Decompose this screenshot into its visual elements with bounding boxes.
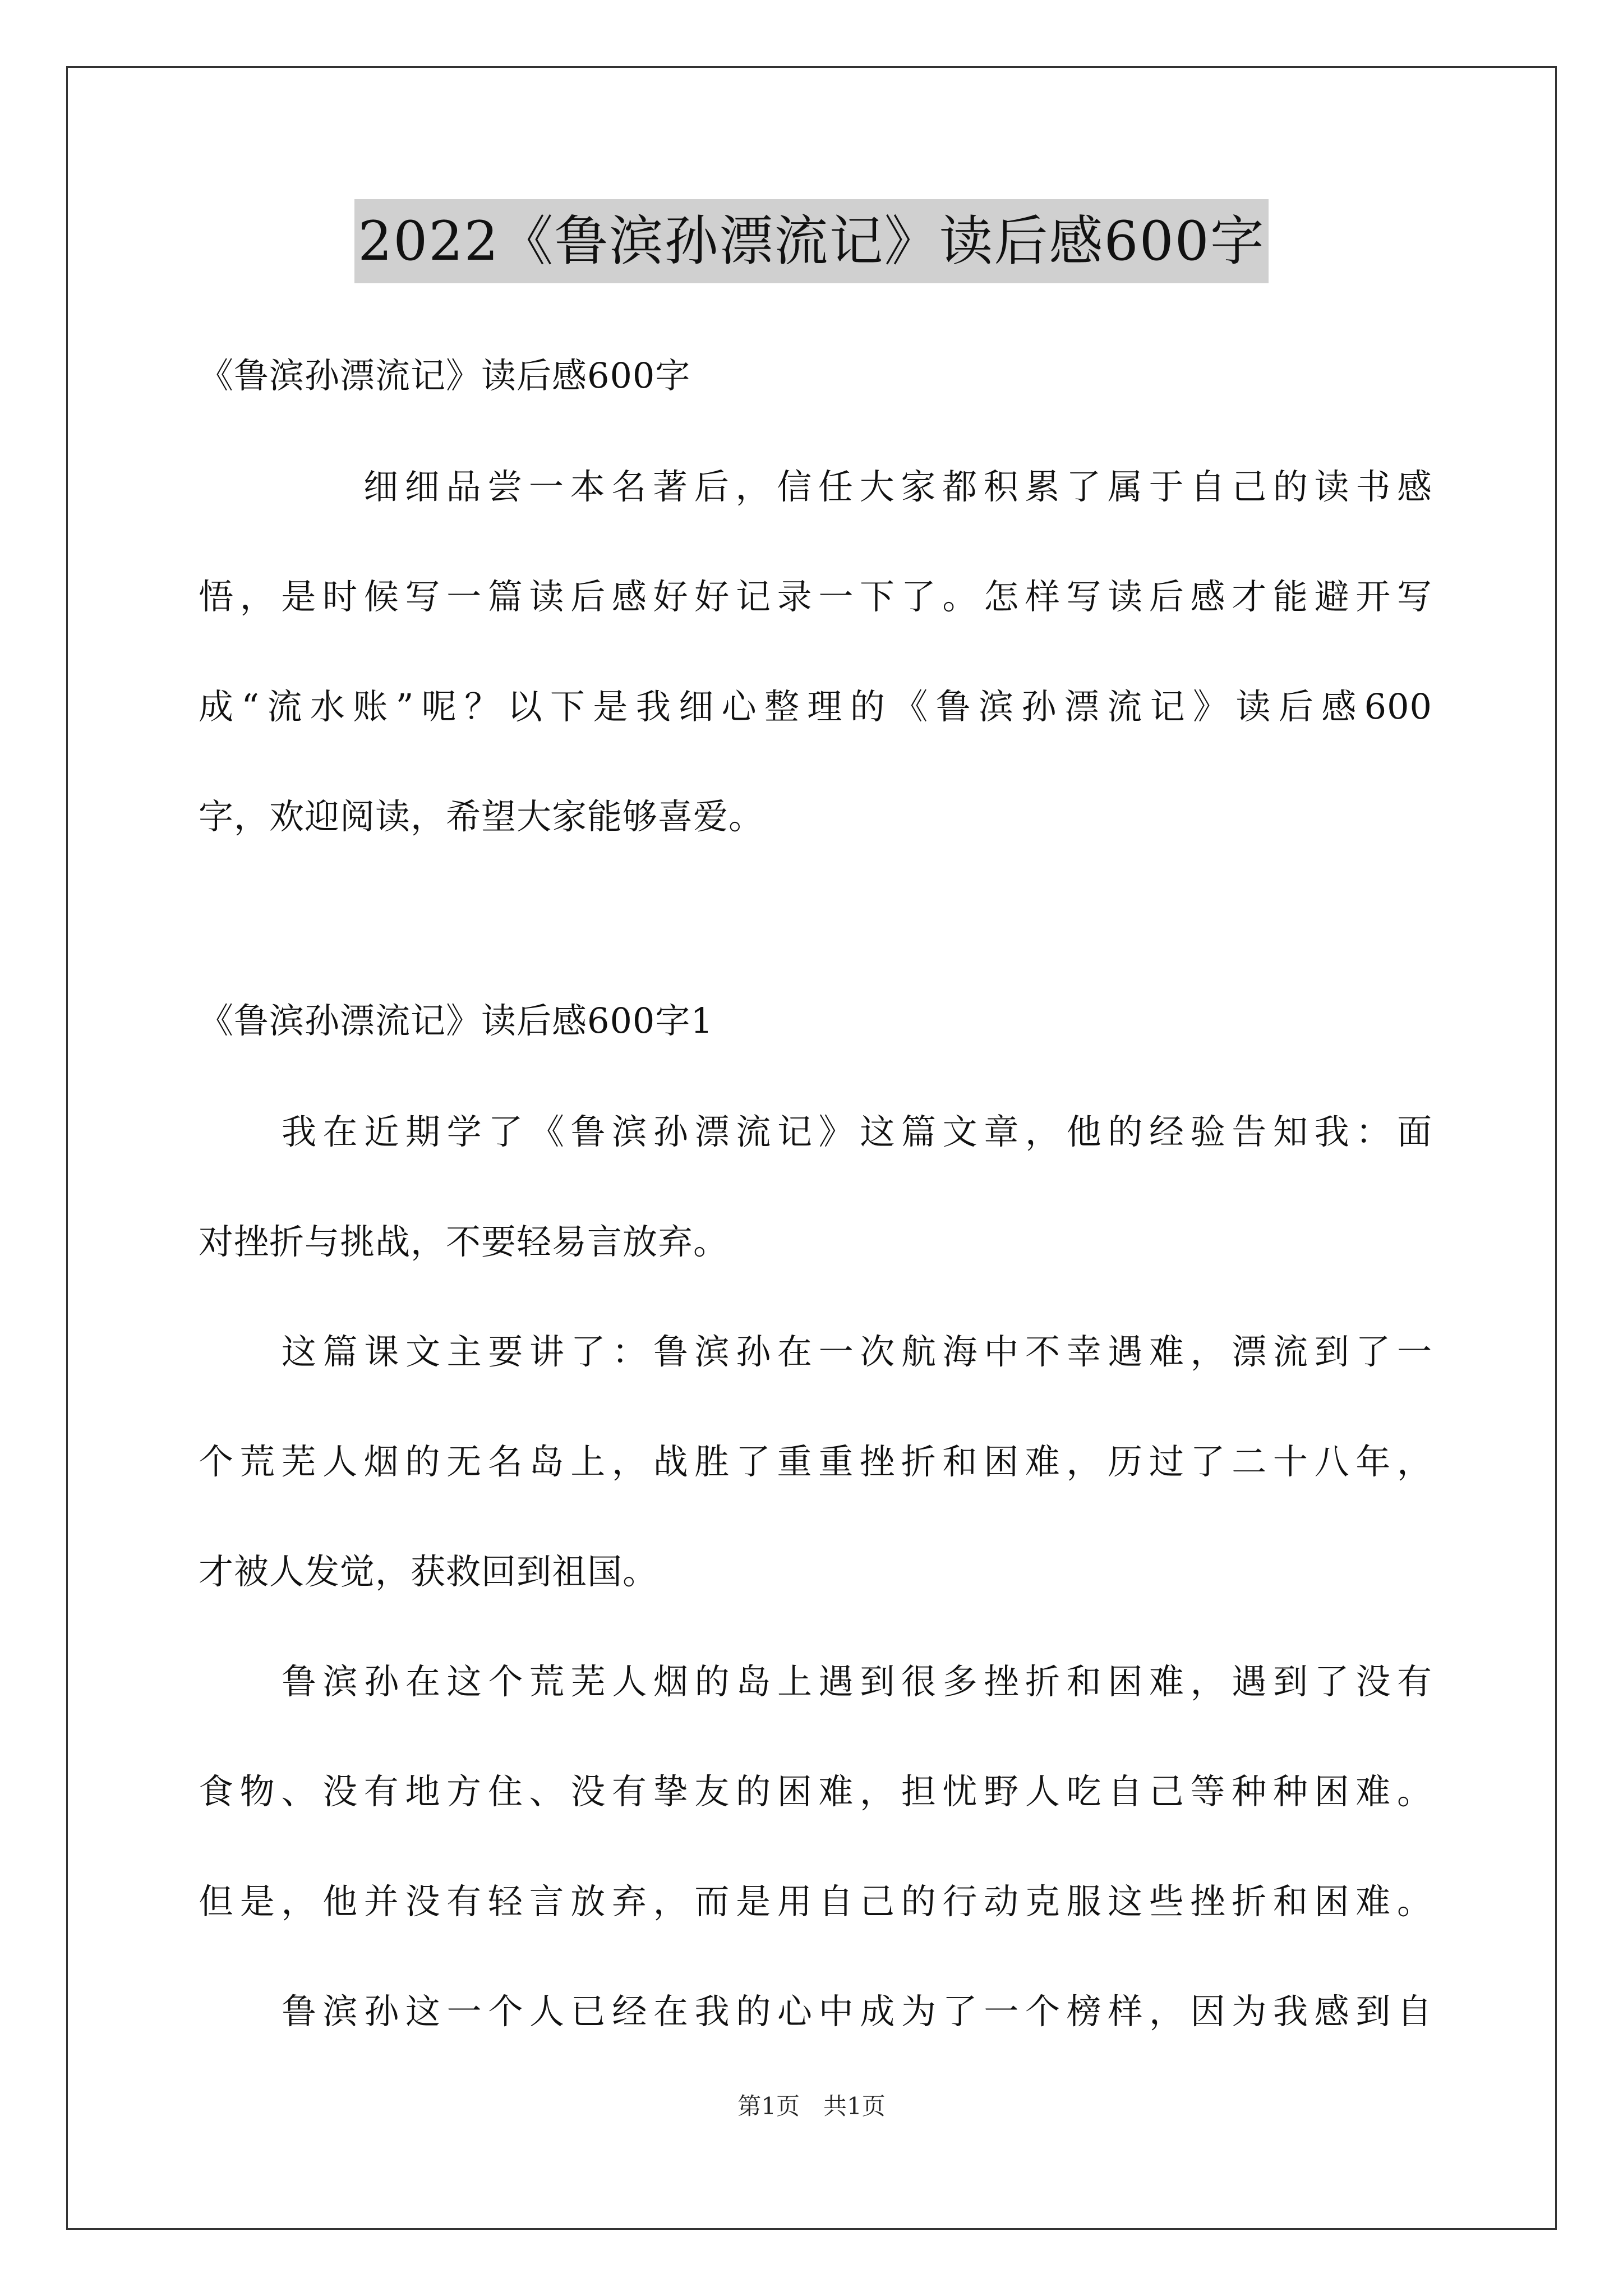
document-title: 2022《鲁滨孙漂流记》读后感600字 xyxy=(354,199,1269,283)
intro-line-4: 字，欢迎阅读，希望大家能够喜爱。 xyxy=(199,796,764,837)
intro-line-3: 成“流水账”呢？以下是我细心整理的《鲁滨孙漂流记》读后感600 xyxy=(199,686,1432,727)
para4-line-1: 鲁滨孙这一个人已经在我的心中成为了一个榜样，因为我感到自 xyxy=(282,1991,1432,2032)
intro-line-1: 细细品尝一本名著后，信任大家都积累了属于自己的读书感 xyxy=(363,466,1432,507)
section-heading: 《鲁滨孙漂流记》读后感600字1 xyxy=(199,1000,713,1041)
para2-line-2: 个荒芜人烟的无名岛上，战胜了重重挫折和困难，历过了二十八年， xyxy=(199,1441,1432,1482)
para2-line-1: 这篇课文主要讲了：鲁滨孙在一次航海中不幸遇难，漂流到了一 xyxy=(282,1331,1432,1372)
para3-line-2: 食物、没有地方住、没有挚友的困难，担忧野人吃自己等种种困难。 xyxy=(199,1771,1432,1812)
para3-line-3: 但是，他并没有轻言放弃，而是用自己的行动克服这些挫折和困难。 xyxy=(199,1881,1432,1922)
para1-line-1: 我在近期学了《鲁滨孙漂流记》这篇文章，他的经验告知我：面 xyxy=(282,1111,1432,1152)
para3-line-1: 鲁滨孙在这个荒芜人烟的岛上遇到很多挫折和困难，遇到了没有 xyxy=(282,1661,1432,1702)
title-container xyxy=(0,199,1623,283)
para2-line-3: 才被人发觉，获救回到祖国。 xyxy=(199,1551,658,1592)
document-subtitle: 《鲁滨孙漂流记》读后感600字 xyxy=(199,355,691,396)
para1-line-2: 对挫折与挑战，不要轻易言放弃。 xyxy=(199,1221,729,1262)
intro-line-2: 悟，是时候写一篇读后感好好记录一下了。怎样写读后感才能避开写 xyxy=(199,576,1432,617)
page-footer: 第1页 共1页 xyxy=(737,2092,886,2120)
